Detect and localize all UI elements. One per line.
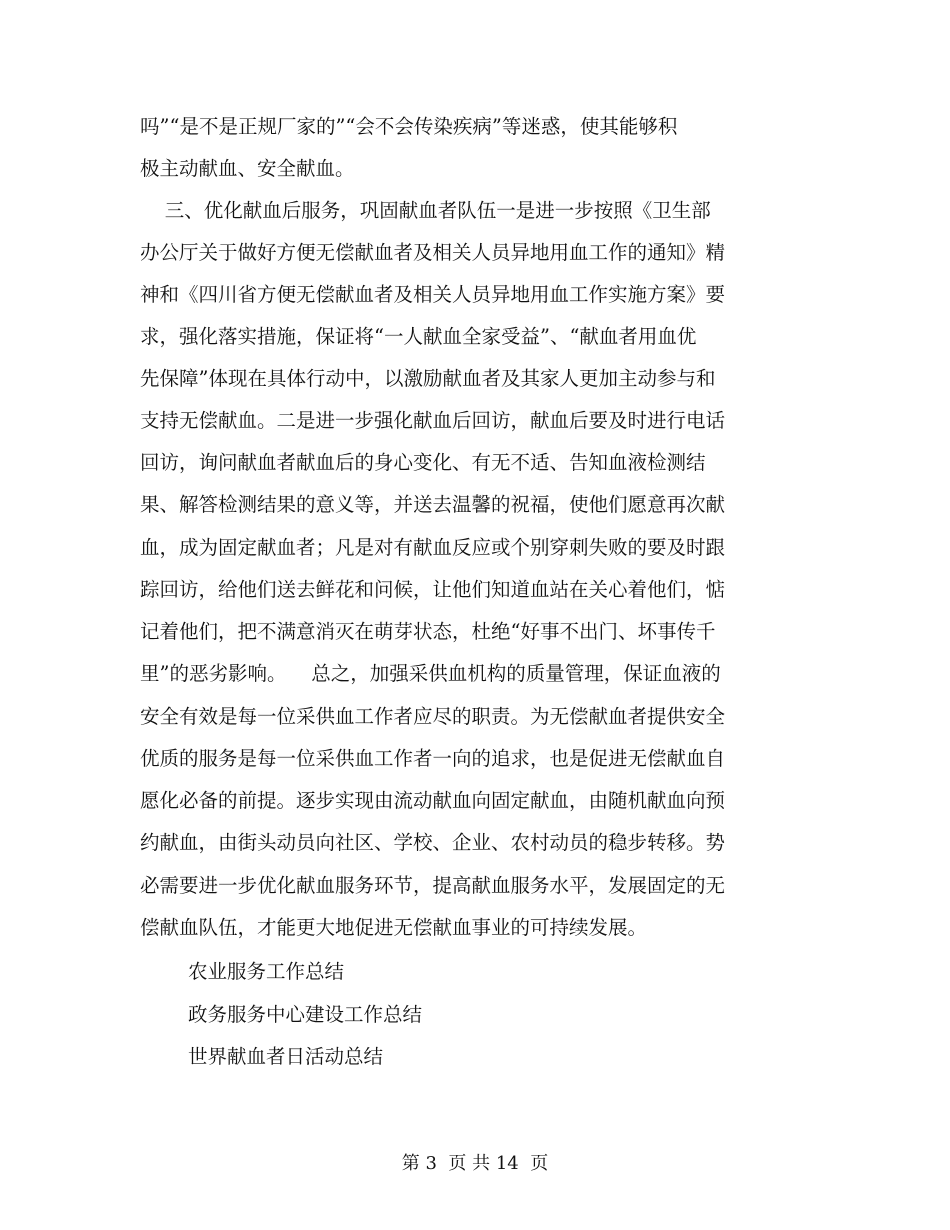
related-link-government-service-center-summary[interactable]: 政务服务中心建设工作总结	[188, 1003, 423, 1026]
body-line: 安全有效是每一位采供血工作者应尽的职责。为无偿献血者提供安全	[140, 705, 726, 728]
body-line: 先保障”体现在具体行动中，以激励献血者及其家人更加主动参与和	[140, 367, 716, 390]
body-line: 极主动献血、安全献血。	[140, 157, 355, 180]
page-number-footer: 第 3 页 共 14 页	[401, 1153, 549, 1174]
body-line: 果、解答检测结果的意义等，并送去温馨的祝福，使他们愿意再次献	[140, 493, 726, 516]
body-line: 踪回访，给他们送去鲜花和问候，让他们知道血站在关心着他们，惦	[140, 578, 726, 601]
body-line: 神和《四川省方便无偿献血者及相关人员异地用血工作实施方案》要	[140, 283, 726, 306]
body-line: 血，成为固定献血者；凡是对有献血反应或个别穿刺失败的要及时跟	[140, 536, 726, 559]
body-line: 必需要进一步优化献血服务环节，提高献血服务水平，发展固定的无	[140, 874, 726, 897]
body-line: 偿献血队伍，才能更大地促进无偿献血事业的可持续发展。	[140, 916, 648, 939]
body-line: 约献血，由街头动员向社区、学校、企业、农村动员的稳步转移。势	[140, 831, 726, 854]
body-line: 三、优化献血后服务，巩固献血者队伍一是进一步按照《卫生部	[140, 199, 711, 222]
related-link-agriculture-service-summary[interactable]: 农业服务工作总结	[188, 960, 345, 983]
body-line: 吗”“是不是正规厂家的”“会不会传染疾病”等迷惑，使其能够积	[140, 115, 678, 138]
body-line: 回访，询问献血者献血后的身心变化、有无不适、告知血液检测结	[140, 451, 706, 474]
body-line: 优质的服务是每一位采供血工作者一向的追求，也是促进无偿献血自	[140, 747, 726, 770]
body-line: 支持无偿献血。二是进一步强化献血后回访，献血后要及时进行电话	[140, 409, 726, 432]
body-line: 里”的恶劣影响。 总之，加强采供血机构的质量管理，保证血液的	[140, 662, 721, 685]
body-line: 记着他们，把不满意消灭在萌芽状态，杜绝“好事不出门、坏事传千	[140, 620, 716, 643]
related-link-world-blood-donor-day-summary[interactable]: 世界献血者日活动总结	[188, 1045, 384, 1068]
body-line: 愿化必备的前提。逐步实现由流动献血向固定献血，由随机献血向预	[140, 789, 726, 812]
body-line: 办公厅关于做好方便无偿献血者及相关人员异地用血工作的通知》精	[140, 241, 726, 264]
body-line: 求，强化落实措施，保证将“一人献血全家受益”、“献血者用血优	[140, 325, 697, 348]
